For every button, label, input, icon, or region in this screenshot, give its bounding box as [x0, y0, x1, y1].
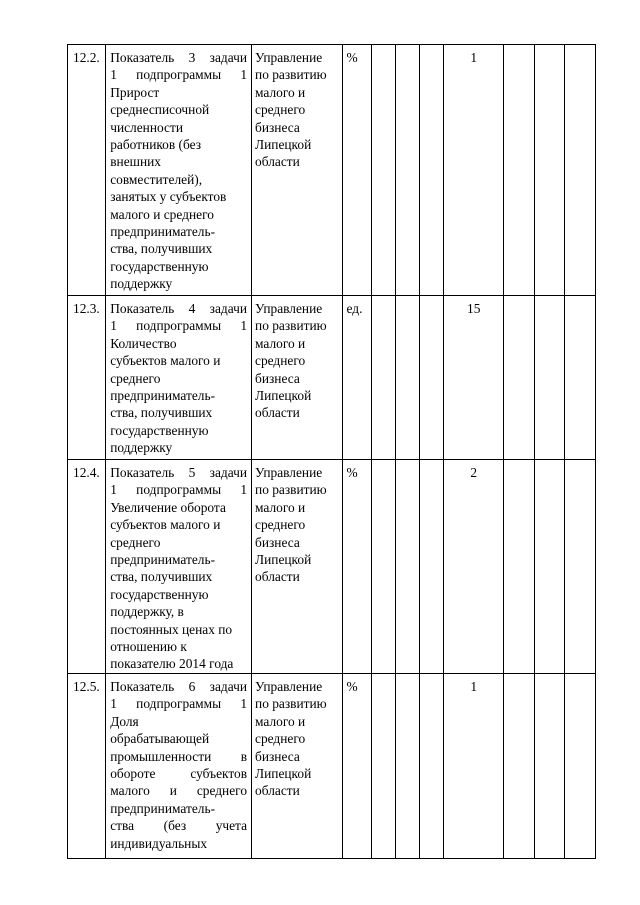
- empty-cell: [564, 673, 595, 858]
- word: подпрограммы: [136, 318, 222, 334]
- indicator-name-line: предприниматель-: [110, 552, 216, 568]
- word: 1: [110, 482, 117, 498]
- word: Показатель: [110, 301, 175, 316]
- indicator-name-line: численности: [110, 119, 183, 135]
- empty-cell: [564, 296, 595, 460]
- indicator-name: [106, 673, 252, 858]
- indicator-name-line: поддержку, в: [110, 604, 184, 620]
- responsible-org-line: среднего: [255, 731, 306, 747]
- responsible-org-line: области: [255, 783, 300, 799]
- empty-cell: [419, 45, 443, 296]
- empty-cell: [395, 45, 419, 296]
- responsible-org-line: Управление: [255, 465, 323, 480]
- empty-cell: [395, 460, 419, 674]
- responsible-org-line: области: [255, 154, 300, 170]
- row-number: [68, 673, 106, 858]
- word: 5: [188, 465, 196, 480]
- responsible-org-line: Липецкой: [255, 388, 312, 404]
- table-row: [68, 673, 596, 858]
- indicator-name-line: [110, 817, 247, 834]
- responsible-org-line: Липецкой: [255, 552, 312, 568]
- responsible-org-line: малого и: [255, 84, 306, 100]
- table-row: [68, 296, 596, 460]
- responsible-org-line: бизнеса: [255, 370, 300, 386]
- responsible-org-line: бизнеса: [255, 748, 300, 764]
- indicator-name-line: постоянных ценах по: [110, 621, 233, 637]
- word: малого: [110, 783, 150, 799]
- empty-cell: [564, 460, 595, 674]
- indicator-name-line: государственную: [110, 422, 209, 438]
- empty-cell: [419, 673, 443, 858]
- word: Показатель: [110, 678, 175, 694]
- responsible-org-line: малого и: [255, 335, 306, 351]
- responsible-org-line: по развитию: [255, 696, 327, 712]
- word: 3: [188, 50, 196, 65]
- responsible-org-line: Управление: [255, 301, 323, 316]
- indicator-name-line: обрабатывающей: [110, 731, 210, 747]
- indicator-name-line: [110, 49, 247, 66]
- indicator-name-line: Доля: [110, 713, 139, 729]
- unit-of-measure: %: [342, 460, 371, 674]
- word: субъектов: [190, 765, 248, 781]
- indicator-name-line: [110, 765, 247, 782]
- word: и: [169, 783, 177, 799]
- indicator-name-line: государственную: [110, 258, 209, 274]
- indicator-name-line: Прирост: [110, 84, 160, 100]
- empty-cell: [534, 45, 564, 296]
- word: подпрограммы: [136, 482, 222, 498]
- word: Показатель: [110, 50, 175, 65]
- empty-cell: [419, 460, 443, 674]
- row-number-text: 12.5.: [73, 678, 100, 694]
- word: ства: [110, 818, 135, 834]
- responsible-org-line: малого и: [255, 713, 306, 729]
- empty-cell: [504, 673, 534, 858]
- row-number-text: 12.2.: [73, 50, 100, 65]
- indicator-name-line: работников (без: [110, 137, 202, 153]
- indicator-name-line: предприниматель-: [110, 388, 216, 404]
- word: задачи: [209, 678, 248, 694]
- word: задачи: [209, 50, 248, 65]
- responsible-org-line: малого и: [255, 499, 306, 515]
- responsible-org: [252, 673, 343, 858]
- word: промышленности: [110, 748, 212, 764]
- empty-cell: [504, 296, 534, 460]
- word: среднего: [196, 783, 248, 799]
- word: 1: [110, 67, 117, 83]
- responsible-org-line: бизнеса: [255, 119, 300, 135]
- indicator-name-line: субъектов малого и: [110, 517, 221, 533]
- indicator-name-line: [110, 695, 247, 712]
- indicator-name-line: ства, получивших: [110, 569, 213, 585]
- empty-cell: [371, 45, 395, 296]
- indicator-name-line: [110, 782, 247, 799]
- responsible-org: [252, 296, 343, 460]
- responsible-org-line: бизнеса: [255, 534, 300, 550]
- indicator-name-line: [110, 66, 247, 83]
- indicator-name-line: среднесписочной: [110, 102, 210, 118]
- indicator-name: [106, 45, 252, 296]
- responsible-org-line: среднего: [255, 517, 306, 533]
- empty-cell: [371, 460, 395, 674]
- responsible-org-line: области: [255, 405, 300, 421]
- indicator-name-line: Увеличение оборота: [110, 499, 226, 515]
- empty-cell: [395, 296, 419, 460]
- indicator-name: [106, 460, 252, 674]
- indicator-name-line: среднего: [110, 370, 161, 386]
- table-row: [68, 45, 596, 296]
- indicator-name-line: ства, получивших: [110, 405, 213, 421]
- word: подпрограммы: [136, 696, 222, 712]
- empty-cell: [564, 45, 595, 296]
- empty-cell: [371, 673, 395, 858]
- responsible-org: [252, 45, 343, 296]
- word: учета: [215, 818, 248, 834]
- unit-of-measure: ед.: [342, 296, 371, 460]
- word: 1: [110, 318, 117, 334]
- indicator-value: 2: [444, 460, 504, 674]
- responsible-org-line: Управление: [255, 678, 323, 694]
- word: в: [240, 748, 248, 764]
- indicator-name-line: [110, 481, 247, 498]
- indicator-name-line: [110, 464, 247, 481]
- word: обороте: [110, 765, 156, 781]
- word: 6: [188, 678, 196, 694]
- word: 1: [240, 696, 248, 712]
- responsible-org-line: среднего: [255, 353, 306, 369]
- empty-cell: [419, 296, 443, 460]
- empty-cell: [534, 460, 564, 674]
- word: 1: [240, 318, 248, 334]
- responsible-org-line: Липецкой: [255, 765, 312, 781]
- indicator-name-line: занятых у субъектов: [110, 189, 227, 205]
- row-number: [68, 296, 106, 460]
- indicator-value: 1: [444, 45, 504, 296]
- indicator-name-line: поддержку: [110, 276, 173, 292]
- indicator-name: [106, 296, 252, 460]
- indicator-name-line: малого и среднего: [110, 206, 214, 222]
- responsible-org-line: среднего: [255, 102, 306, 118]
- indicator-name-line: показателю 2014 года: [110, 656, 234, 672]
- unit-of-measure: %: [342, 45, 371, 296]
- word: Показатель: [110, 465, 175, 480]
- empty-cell: [504, 45, 534, 296]
- empty-cell: [534, 296, 564, 460]
- responsible-org-line: Липецкой: [255, 137, 312, 153]
- indicator-name-line: предприниматель-: [110, 800, 216, 816]
- responsible-org-line: по развитию: [255, 318, 327, 334]
- indicator-name-line: [110, 678, 247, 695]
- responsible-org-line: по развитию: [255, 482, 327, 498]
- empty-cell: [395, 673, 419, 858]
- indicators-table: [67, 44, 596, 859]
- responsible-org: [252, 460, 343, 674]
- row-number: [68, 45, 106, 296]
- indicator-value: 15: [444, 296, 504, 460]
- indicator-name-line: поддержку: [110, 440, 173, 456]
- empty-cell: [371, 296, 395, 460]
- responsible-org-line: Управление: [255, 50, 323, 65]
- indicator-name-line: отношению к: [110, 639, 187, 655]
- indicator-name-line: ства, получивших: [110, 241, 213, 257]
- indicator-name-line: [110, 748, 247, 765]
- indicator-name-line: среднего: [110, 534, 161, 550]
- word: 1: [240, 482, 248, 498]
- word: задачи: [209, 465, 248, 480]
- row-number-text: 12.4.: [73, 465, 100, 480]
- indicator-name-line: предприниматель-: [110, 224, 216, 240]
- word: 1: [110, 696, 117, 712]
- word: (без: [163, 818, 187, 834]
- indicator-name-line: [110, 317, 247, 334]
- indicator-name-line: индивидуальных: [110, 835, 208, 851]
- indicator-name-line: [110, 300, 247, 317]
- empty-cell: [534, 673, 564, 858]
- responsible-org-line: области: [255, 569, 300, 585]
- unit-of-measure: %: [342, 673, 371, 858]
- indicator-name-line: Количество: [110, 335, 177, 351]
- word: 1: [240, 67, 248, 83]
- empty-cell: [504, 460, 534, 674]
- row-number-text: 12.3.: [73, 301, 100, 316]
- indicator-name-line: субъектов малого и: [110, 353, 221, 369]
- indicator-name-line: государственную: [110, 586, 209, 602]
- indicator-name-line: внешних: [110, 154, 161, 170]
- word: подпрограммы: [136, 67, 222, 83]
- indicator-name-line: совместителей),: [110, 171, 203, 187]
- word: задачи: [209, 301, 248, 316]
- responsible-org-line: по развитию: [255, 67, 327, 83]
- word: 4: [188, 301, 196, 316]
- indicator-value: 1: [444, 673, 504, 858]
- row-number: [68, 460, 106, 674]
- table-row: [68, 460, 596, 674]
